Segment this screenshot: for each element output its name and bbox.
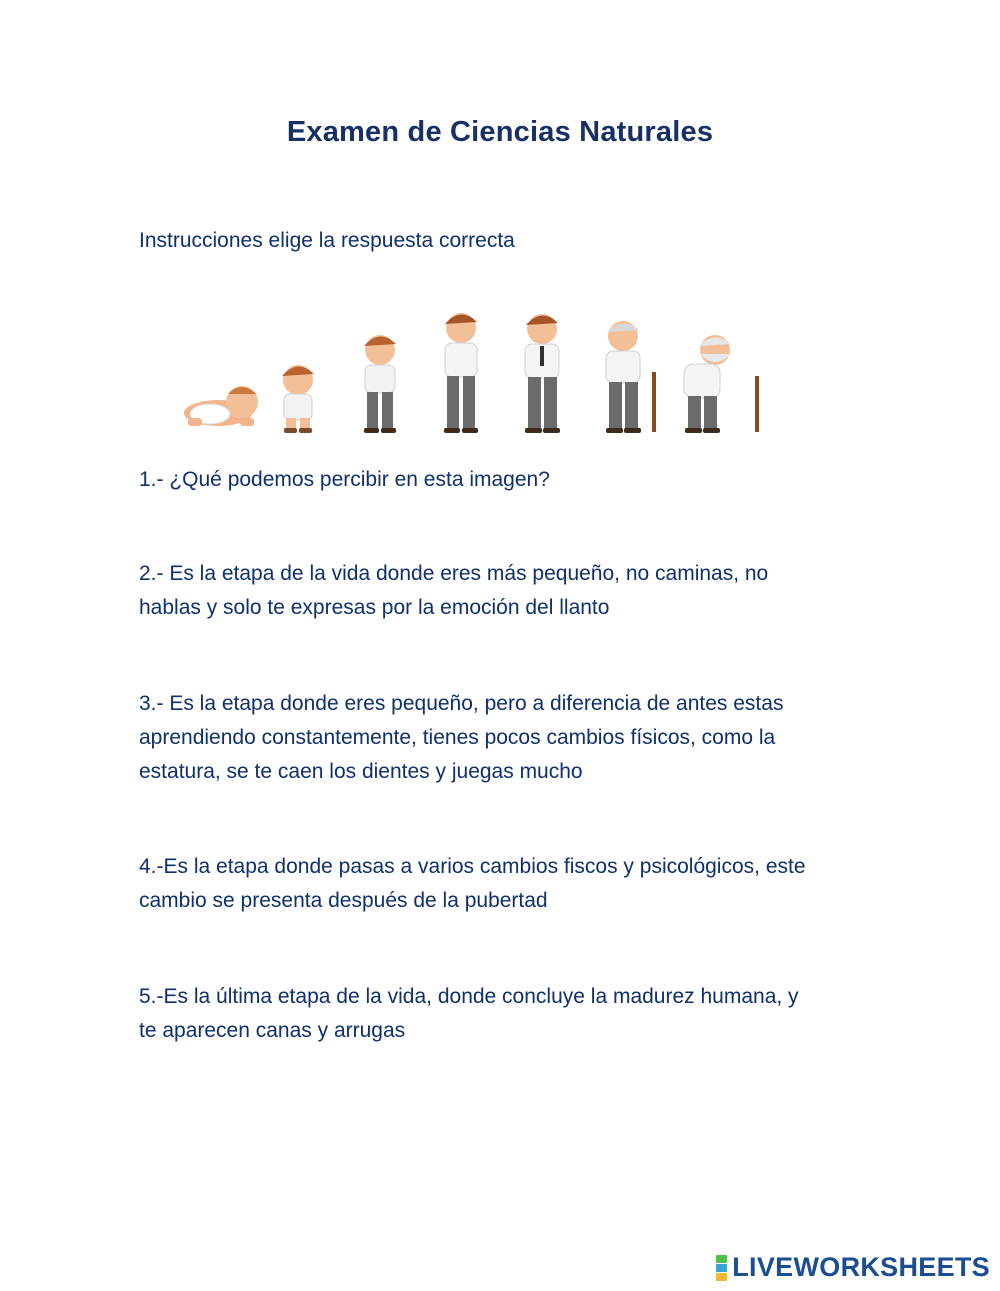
adolescent-figure bbox=[364, 335, 396, 433]
question-4: 4.-Es la etapa donde pasas a varios cambios fiscos y psicológicos, este cambio se presenta después de la pubertad bbox=[139, 855, 806, 912]
older-adult-figure bbox=[606, 321, 656, 433]
question-1: 1.- ¿Qué podemos percibir en esta imagen? bbox=[139, 468, 550, 491]
adult-figure bbox=[525, 314, 560, 433]
elderly-figure bbox=[684, 335, 759, 433]
question-2: 2.- Es la etapa de la vida donde eres más pequeño, no caminas, no hablas y solo te expresas por la emoción del llanto bbox=[139, 562, 769, 619]
life-stages-illustration bbox=[170, 310, 790, 435]
logo-block-yellow bbox=[716, 1273, 727, 1281]
baby-figure bbox=[184, 386, 258, 426]
young-adult-figure bbox=[444, 313, 478, 433]
logo-block-blue bbox=[716, 1264, 727, 1272]
child-figure bbox=[282, 365, 314, 433]
page-title: Examen de Ciencias Naturales bbox=[286, 116, 714, 148]
question-5: 5.-Es la última etapa de la vida, donde concluye la madurez humana, y te aparecen canas y arrugas bbox=[139, 985, 799, 1042]
brand-name: LIVEWORKSHEETS bbox=[732, 1252, 990, 1282]
logo-block-green bbox=[716, 1255, 727, 1263]
liveworksheets-logo bbox=[716, 1252, 990, 1283]
instructions-text: Instrucciones elige la respuesta correcta bbox=[139, 229, 515, 252]
question-3: 3.- Es la etapa donde eres pequeño, pero a diferencia de antes estas aprendiendo constantemente, tienes pocos cambios físicos, como la estatura, se te caen los dientes y juegas mucho bbox=[139, 692, 784, 783]
logo-mark-icon bbox=[716, 1255, 727, 1281]
